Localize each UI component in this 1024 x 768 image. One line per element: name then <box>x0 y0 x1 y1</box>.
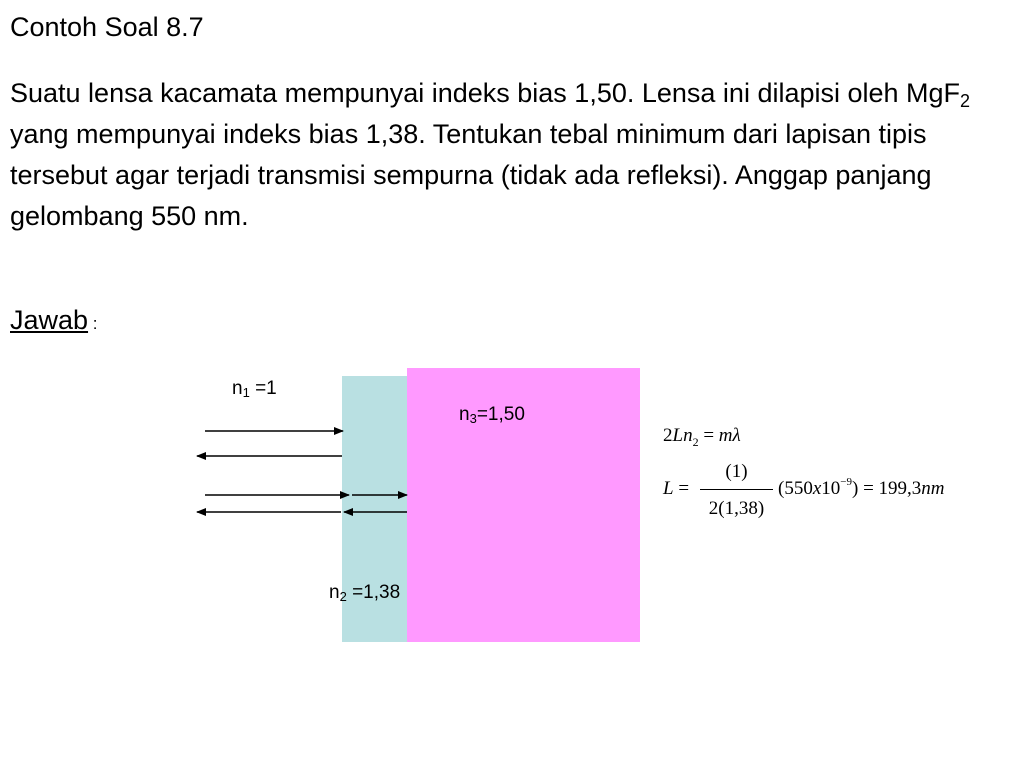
n1-base: n <box>232 378 243 399</box>
answer-colon: : <box>88 314 98 333</box>
slide-title: Contoh Soal 8.7 <box>10 12 204 42</box>
eq2-numerator: (1) <box>725 461 748 482</box>
eq1-rhs: mλ <box>718 425 741 446</box>
eq1-variable: Ln <box>672 425 693 446</box>
problem-text-b: yang mempunyai indeks bias 1,38. Tentukan tebal minimum dari lapisan tipis tersebut agar terjadi transmisi sempurna (tidak ada refleksi). Anggap panjang gelombang 550 nm. <box>10 119 932 231</box>
eq1-subscript: 2 <box>692 435 699 449</box>
eq2-result: 199,3 <box>878 478 922 499</box>
n2-label <box>329 582 400 604</box>
eq1-equals: = <box>698 425 719 446</box>
n2-value: =1,38 <box>346 582 401 603</box>
n3-sub: 3 <box>469 411 477 426</box>
eq2-factor-c: ) <box>851 478 859 499</box>
eq2-unit: nm <box>921 478 945 499</box>
n2-sub: 2 <box>339 589 347 604</box>
n1-sub: 1 <box>242 385 250 400</box>
eq2-lhs <box>663 478 689 500</box>
eq2-denominator: 2(1,38) <box>708 498 765 519</box>
eq2-equals: = <box>673 478 690 499</box>
problem-text-a: Suatu lensa kacamata mempunyai indeks bias 1,50. Lensa ini dilapisi oleh MgF <box>10 78 961 108</box>
n3-value: =1,50 <box>476 404 525 425</box>
equation-1 <box>663 425 741 447</box>
eq2-fraction-bar <box>700 489 773 490</box>
eq2-rhs <box>778 478 945 500</box>
eq2-L: L <box>663 478 674 499</box>
eq2-factor-b: 10 <box>821 478 841 499</box>
eq1-coefficient: 2 <box>663 425 673 446</box>
eq2-exponent: −9 <box>840 476 852 488</box>
eq2-factor-a: (550 <box>778 478 813 499</box>
answer-label: Jawab <box>10 305 89 335</box>
n3-base: n <box>459 404 470 425</box>
eq2-factor-x: x <box>812 478 822 499</box>
eq2-equals-2: = <box>858 478 879 499</box>
n3-label <box>459 404 525 426</box>
n2-base: n <box>329 582 340 603</box>
n1-label <box>232 378 277 400</box>
problem-subscript: 2 <box>960 91 971 111</box>
n1-value: =1 <box>249 378 277 399</box>
